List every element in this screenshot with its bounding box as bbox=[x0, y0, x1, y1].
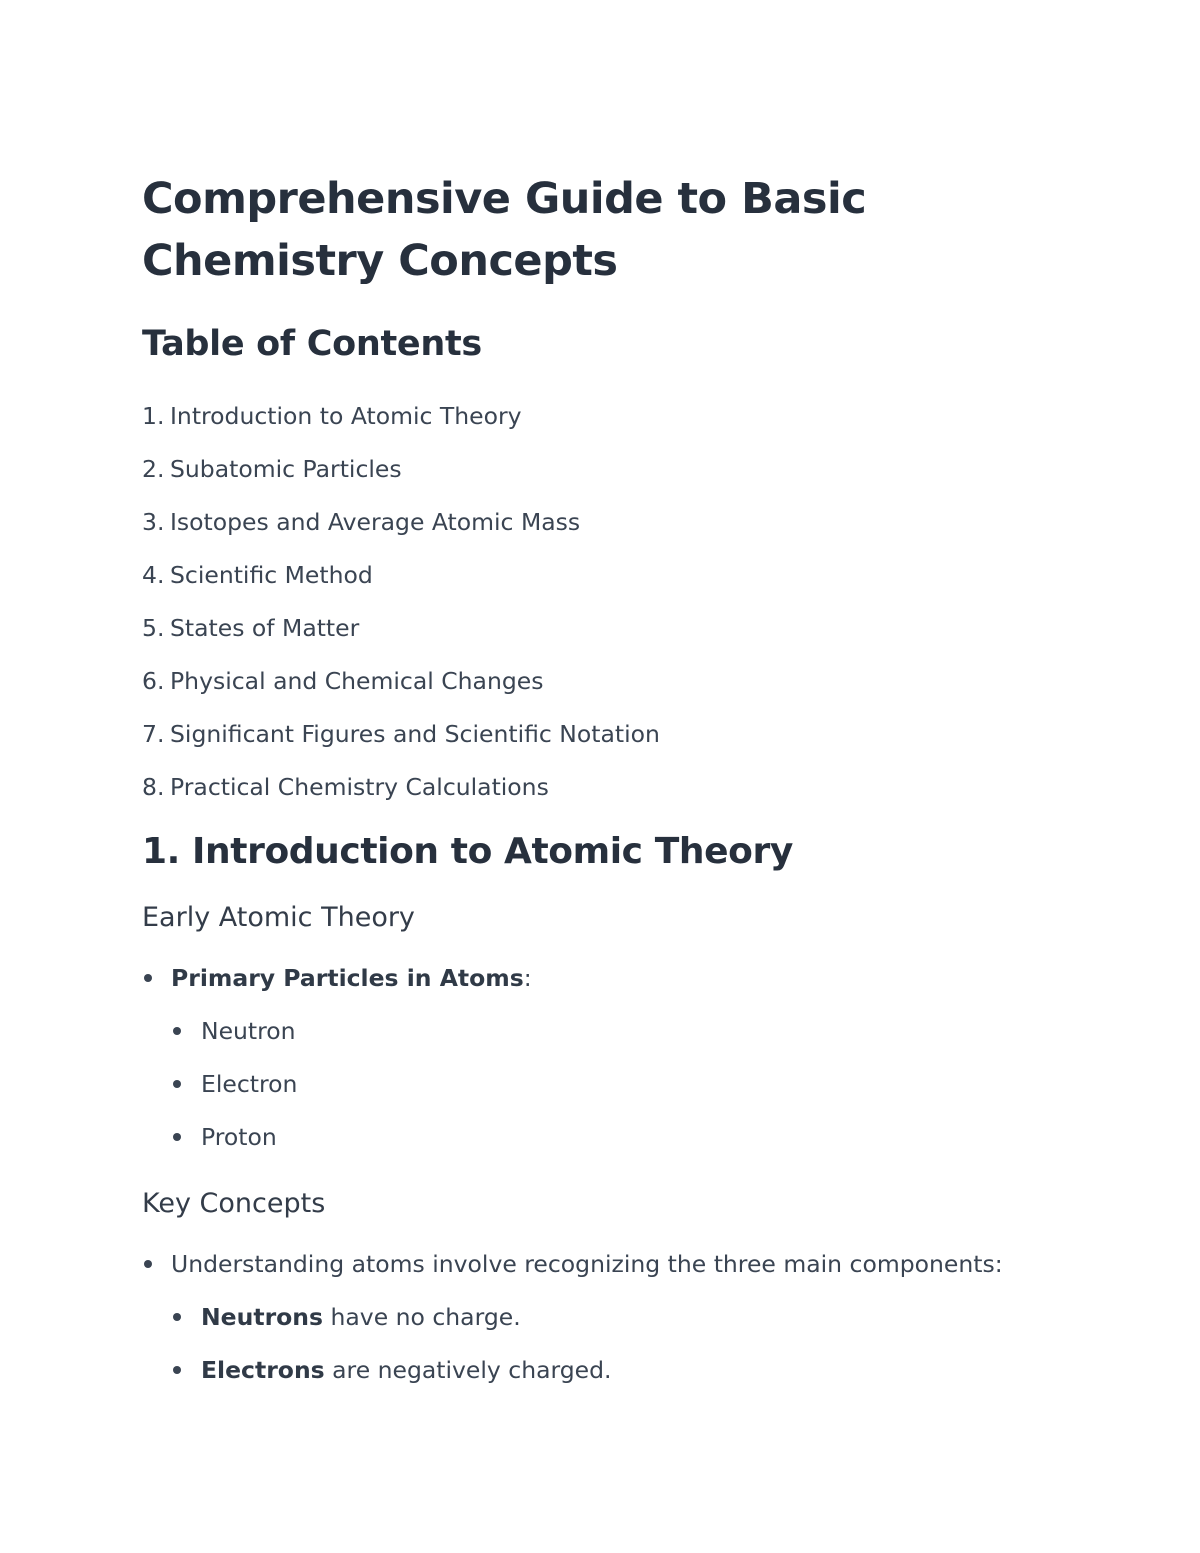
key-concepts-list bbox=[142, 1238, 1082, 1397]
list-item bbox=[142, 1111, 1082, 1164]
toc-item-number: 4. bbox=[142, 561, 165, 589]
bullet-icon bbox=[173, 1080, 181, 1088]
toc-item-label: States of Matter bbox=[170, 614, 360, 642]
component-term: Electrons bbox=[201, 1356, 325, 1384]
toc-item-number: 2. bbox=[142, 455, 165, 483]
toc-item[interactable] bbox=[142, 602, 1082, 655]
subsection-heading-early-atomic-theory: Early Atomic Theory bbox=[142, 902, 415, 933]
bullet-label: Primary Particles in Atoms bbox=[171, 964, 524, 992]
document-title bbox=[142, 168, 1082, 292]
toc-item-label: Isotopes and Average Atomic Mass bbox=[170, 508, 581, 536]
document-title-line-2: Chemistry Concepts bbox=[142, 236, 618, 286]
toc-item[interactable] bbox=[142, 549, 1082, 602]
toc-item-number: 7. bbox=[142, 720, 165, 748]
list-item bbox=[142, 1005, 1082, 1058]
section-heading: 1. Introduction to Atomic Theory bbox=[142, 831, 793, 872]
table-of-contents bbox=[142, 390, 1082, 814]
list-item bbox=[142, 1058, 1082, 1111]
subsection-heading-key-concepts: Key Concepts bbox=[142, 1188, 326, 1219]
list-item bbox=[142, 1344, 1082, 1397]
component-term: Neutrons bbox=[201, 1303, 324, 1331]
toc-item-label: Introduction to Atomic Theory bbox=[170, 402, 522, 430]
toc-item[interactable] bbox=[142, 390, 1082, 443]
bullet-icon bbox=[144, 1260, 152, 1268]
toc-item[interactable] bbox=[142, 761, 1082, 814]
toc-item-number: 5. bbox=[142, 614, 165, 642]
components-list bbox=[171, 1291, 1082, 1397]
toc-item[interactable] bbox=[142, 655, 1082, 708]
early-theory-list bbox=[142, 952, 1082, 1164]
list-item bbox=[142, 952, 1082, 1164]
document-title-line-1: Comprehensive Guide to Basic bbox=[142, 174, 867, 224]
document-page bbox=[142, 168, 1082, 1397]
particle-label: Electron bbox=[201, 1070, 298, 1098]
particle-label: Neutron bbox=[201, 1017, 296, 1045]
particles-list bbox=[171, 1005, 1082, 1164]
toc-item-number: 3. bbox=[142, 508, 165, 536]
toc-item-label: Practical Chemistry Calculations bbox=[170, 773, 549, 801]
component-description: are negatively charged. bbox=[324, 1356, 612, 1384]
toc-item-label: Physical and Chemical Changes bbox=[170, 667, 544, 695]
particle-label: Proton bbox=[201, 1123, 277, 1151]
toc-item[interactable] bbox=[142, 496, 1082, 549]
key-concepts-intro: Understanding atoms involve recognizing the three main components: bbox=[171, 1250, 1003, 1278]
component-description: have no charge. bbox=[323, 1303, 521, 1331]
bullet-label-suffix: : bbox=[523, 964, 532, 992]
toc-item-label: Scientific Method bbox=[170, 561, 373, 589]
toc-item-number: 8. bbox=[142, 773, 165, 801]
bullet-icon bbox=[144, 974, 152, 982]
list-item bbox=[142, 1291, 1082, 1344]
toc-item-number: 6. bbox=[142, 667, 165, 695]
toc-heading: Table of Contents bbox=[142, 324, 482, 364]
bullet-icon bbox=[173, 1313, 181, 1321]
toc-item-number: 1. bbox=[142, 402, 165, 430]
bullet-icon bbox=[173, 1027, 181, 1035]
list-item bbox=[142, 1238, 1082, 1397]
bullet-icon bbox=[173, 1366, 181, 1374]
bullet-icon bbox=[173, 1133, 181, 1141]
toc-item-label: Subatomic Particles bbox=[170, 455, 402, 483]
toc-item-label: Significant Figures and Scientific Notation bbox=[170, 720, 660, 748]
toc-item[interactable] bbox=[142, 443, 1082, 496]
toc-item[interactable] bbox=[142, 708, 1082, 761]
